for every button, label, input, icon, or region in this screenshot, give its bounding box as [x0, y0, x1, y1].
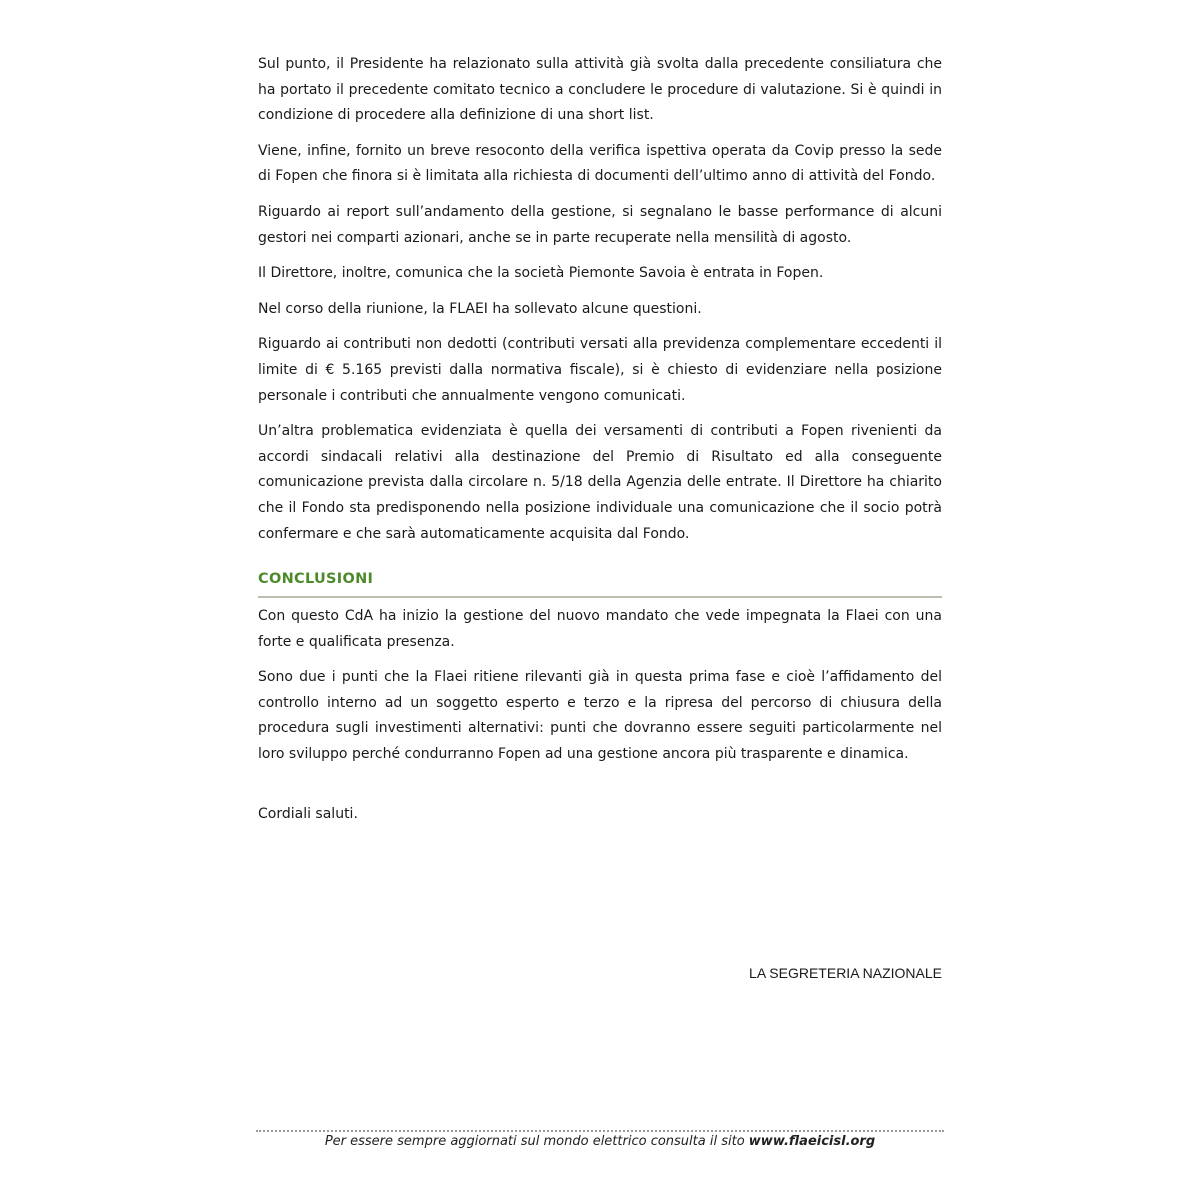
body-paragraph-7: Un’altra problematica evidenziata è quella dei versamenti di contributi a Fopen rivenienti da accordi sindacali relativi alla destinazione del Premio di Risultato ed alla conseguente comunicazione prevista dalla circolare n. 5/18 della Agenzia delle entrate. Il Direttore ha chiarito che il Fondo sta predisponendo nella posizione individuale una comunicazione che il socio potrà confermare e che sarà automaticamente acquisita dal Fondo.	[258, 423, 942, 542]
conclusions-divider	[258, 596, 942, 598]
body-paragraph-6: Riguardo ai contributi non dedotti (contributi versati alla previdenza complementare eccedenti il limite di € 5.165 previsti dalla normativa fiscale), si è chiesto di evidenziare nella posizione personale i contributi che annualmente vengono comunicati.	[258, 336, 942, 404]
conclusions-paragraph-2: Sono due i punti che la Flaei ritiene rilevanti già in questa prima fase e cioè l’affidamento del controllo interno ad un soggetto esperto e terzo e la ripresa del percorso di chiusura della procedura sugli investimenti alternativi: punti che dovranno essere seguiti particolarmente nel loro sviluppo perché condurranno Fopen ad una gestione ancora più trasparente e dinamica.	[258, 669, 942, 763]
footer-text: Per essere sempre aggiornati sul mondo elettrico consulta il sito	[324, 1134, 745, 1149]
body-paragraph-1: Sul punto, il Presidente ha relazionato sulla attività già svolta dalla precedente consiliatura che ha portato il precedente comitato tecnico a concludere le procedure di valutazione. Si è quindi in condizione di procedere alla definizione di una short list.	[258, 56, 942, 124]
footer-divider	[256, 1130, 944, 1132]
body-paragraph-2: Viene, infine, fornito un breve resoconto della verifica ispettiva operata da Covip presso la sede di Fopen che finora si è limitata alla richiesta di documenti dell’ultimo anno di attività del Fondo.	[258, 142, 942, 185]
conclusions-paragraph-1: Con questo CdA ha inizio la gestione del nuovo mandato che vede impegnata la Flaei con una forte e qualificata presenza.	[258, 608, 942, 650]
body-paragraph-3: Riguardo ai report sull’andamento della gestione, si segnalano le basse performance di alcuni gestori nei comparti azionari, anche se in parte recuperate nella mensilità di agosto.	[258, 203, 942, 246]
closing-greeting: Cordiali saluti.	[258, 805, 358, 822]
document-content	[258, 52, 942, 827]
footer-website-link[interactable]: www.flaeicisl.org	[748, 1134, 876, 1149]
conclusions-heading: CONCLUSIONI	[258, 571, 374, 588]
body-paragraph-4: Il Direttore, inoltre, comunica che la società Piemonte Savoia è entrata in Fopen.	[258, 265, 824, 282]
footer	[256, 1133, 944, 1151]
signature: LA SEGRETERIA NAZIONALE	[749, 965, 942, 981]
body-paragraph-5: Nel corso della riunione, la FLAEI ha sollevato alcune questioni.	[258, 300, 702, 317]
